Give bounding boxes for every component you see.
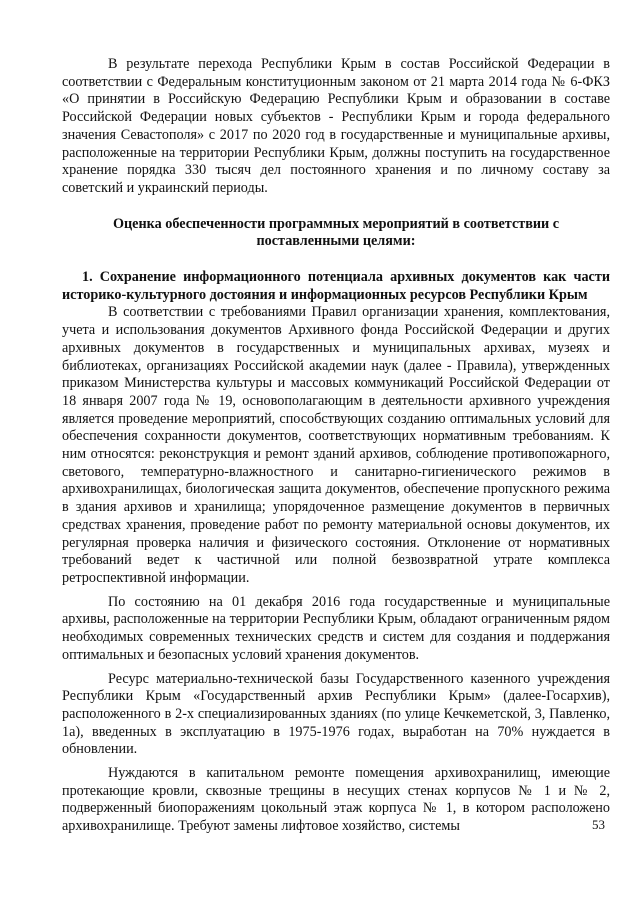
page-number: 53	[592, 817, 605, 832]
section-heading: Оценка обеспеченности программных мероприятий в соответствии с поставленными целями:	[112, 215, 560, 250]
paragraph-rules: В соответствии с требованиями Правил организации хранения, комплектования, учета и использования документов Архивного фонда Российской Федерации и других архивных документов в государственных и муниципальных архивах, музеях и библиотеках, организациях Российской академии наук (далее - Правила), утвержденных приказом Министерства культуры и массовых коммуникаций Российской Федерации от 18 января 2007 года № 19, основополагающим в деятельности архивного учреждения является проведение мероприятий, способствующих созданию оптимальных условий для обеспечения сохранности документов, соответствующих нормативным требованиям. К ним относятся: реконструкция и ремонт зданий архивов, соблюдение противопожарного, светового, температурно-влажностного и санитарно-гигиенического режимов в архивохранилищах, биологическая защита документов, обеспечение пропускного режима в здания архивов и хранилища; упорядоченное размещение документов в первичных средствах хранения, проведение работ по ремонту материальной основы документов, их регулярная проверка наличия и физического состояния. Отклонение от нормативных требований ведет к частичной или полной безвозвратной утрате комплекса ретроспективной информации.	[62, 304, 610, 586]
paragraph-transition-intro: В результате перехода Республики Крым в состав Российской Федерации в соответствии с Федеральным конституционным законом от 21 марта 2014 года № 6-ФКЗ «О принятии в Российскую Федерацию Республики Крым и образовании в составе Российской Федерации новых субъектов - Республики Крым и города федерального значения Севастополя» с 2017 по 2020 год в государственные и муниципальные архивы, расположенные на территории Республики Крым, должны поступить на государственное хранение порядка 330 тысяч дел постоянного хранения и по личному составу за советский и украинский периоды.	[62, 56, 610, 196]
paragraph-repair: Нуждаются в капитальном ремонте помещения архивохранилищ, имеющие протекающие кровли, сквозные трещины в несущих стенах корпусов № 1 и № 2, подверженный биопоражениям цокольный этаж корпуса № 1, в котором расположено архивохранилище. Требуют замены лифтовое хозяйство, системы	[62, 765, 610, 835]
paragraph-status: По состоянию на 01 декабря 2016 года государственные и муниципальные архивы, расположенные на территории Республики Крым, обладают ограниченным рядом необходимых современных технических средств и систем для создания и поддержания оптимальных и безопасных условий хранения документов.	[62, 593, 610, 663]
paragraph-resource: Ресурс материально-технической базы Государственного казенного учреждения Республики Крым «Государственный архив Республики Крым» (далее-Госархив), расположенного в 2-х специализированных зданиях (по улице Кечкеметской, 3, Павленко, 1а), введенных в эксплуатацию в 1975-1976 годах, выработан на 70% нуждается в обновлении.	[62, 670, 610, 758]
document-body	[62, 56, 610, 836]
subsection-heading: 1. Сохранение информационного потенциала архивных документов как части историко-культурного достояния и информационных ресурсов Республики Крым	[62, 269, 610, 303]
